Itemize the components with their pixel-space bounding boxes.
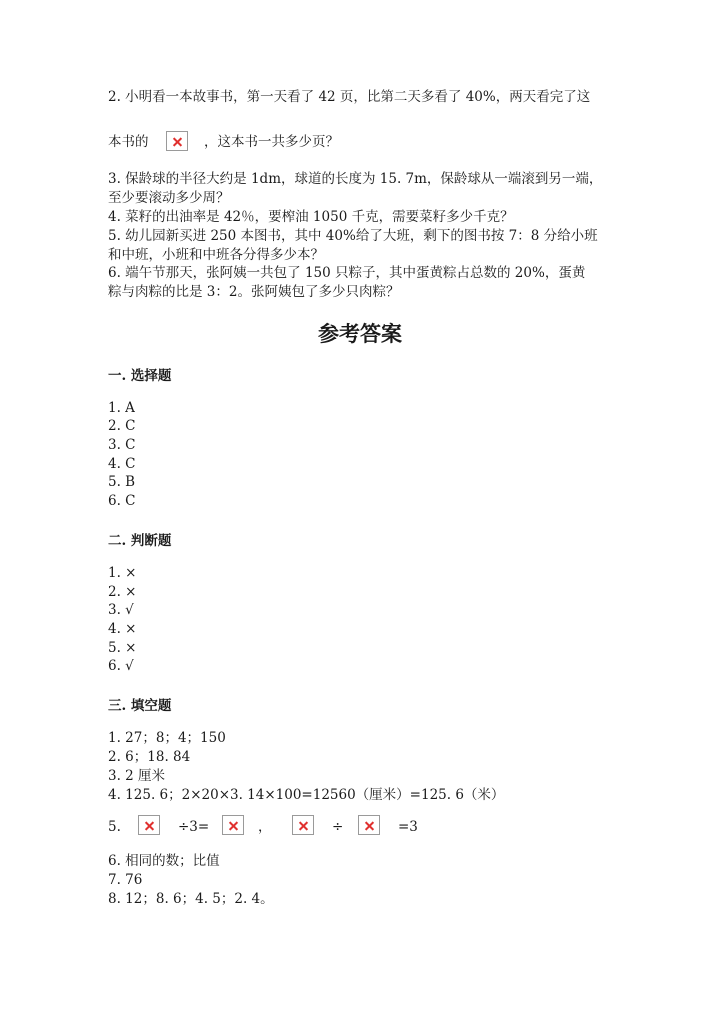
section-2-answer: 5. × xyxy=(108,640,137,656)
question-4: 4. 菜籽的出油率是 42％，要榨油 1050 千克，需要菜籽多少千克？ xyxy=(108,209,514,225)
section-3-answer: 8. 12；8. 6；4. 5；2. 4。 xyxy=(108,891,274,907)
section-1-heading: 一. 选择题 xyxy=(108,368,172,384)
question-3-line-1: 3. 保龄球的半径大约是 1dm，球道的长度为 15. 7m，保龄球从一端滚到另一端， xyxy=(108,171,603,187)
section-2-answer: 2. × xyxy=(108,584,137,600)
section-3-answer: 2. 6；18. 84 xyxy=(108,749,191,765)
section-1-answer: 2. C xyxy=(108,418,136,434)
broken-image-icon xyxy=(222,815,244,835)
broken-image-icon xyxy=(166,131,188,151)
section-2-answer: 4. × xyxy=(108,621,137,637)
question-2-line-2-suffix: ，这本书一共多少页？ xyxy=(204,134,339,150)
section-1-answer: 4. C xyxy=(108,456,136,472)
answers-title: 参考答案 xyxy=(318,321,402,346)
section-3-answer: 1. 27；8；4；150 xyxy=(108,730,226,746)
section-1-answer: 3. C xyxy=(108,437,136,453)
broken-image-icon xyxy=(138,815,160,835)
question-3-line-2: 至少要滚动多少周？ xyxy=(108,190,230,206)
question-6-line-1: 6. 端午节那天，张阿姨一共包了 150 只粽子，其中蛋黄粽占总数的 20%，蛋黄 xyxy=(108,265,586,281)
section-1-answer: 5. B xyxy=(108,474,136,490)
answer-5-divide-3: ÷3= xyxy=(178,819,210,835)
section-1-answer: 1. A xyxy=(108,400,135,416)
section-3-heading: 三. 填空题 xyxy=(108,698,172,714)
broken-image-icon xyxy=(292,815,314,835)
section-2-answer: 3. √ xyxy=(108,602,134,618)
broken-image-icon xyxy=(358,815,380,835)
question-5-line-2: 和中班，小班和中班各分得多少本？ xyxy=(108,247,324,263)
answer-5-divide: ÷ xyxy=(332,819,344,835)
section-2-answer: 6. √ xyxy=(108,658,134,674)
answer-5-equals-3: =3 xyxy=(398,819,418,835)
question-6-line-2: 粽与肉粽的比是 3：2。张阿姨包了多少只肉粽？ xyxy=(108,284,400,300)
section-1-answer: 6. C xyxy=(108,493,136,509)
section-3-answer: 3. 2 厘米 xyxy=(108,768,166,784)
section-3-answer: 7. 76 xyxy=(108,872,143,888)
section-3-answer-5-number: 5. xyxy=(108,819,121,835)
answer-5-comma: ， xyxy=(258,819,272,835)
section-3-answer: 6. 相同的数；比值 xyxy=(108,853,220,869)
section-2-heading: 二. 判断题 xyxy=(108,533,172,549)
question-2-line-1: 2. 小明看一本故事书，第一天看了 42 页，比第二天多看了 40%，两天看完了这 xyxy=(108,89,591,105)
question-2-line-2-prefix: 本书的 xyxy=(108,134,149,150)
section-3-answer: 4. 125. 6；2×20×3. 14×100=12560（厘米）=125. 6（米） xyxy=(108,787,505,803)
section-2-answer: 1. × xyxy=(108,565,137,581)
question-5-line-1: 5. 幼儿园新买进 250 本图书，其中 40%给了大班，剩下的图书按 7：8 分给小班 xyxy=(108,228,598,244)
